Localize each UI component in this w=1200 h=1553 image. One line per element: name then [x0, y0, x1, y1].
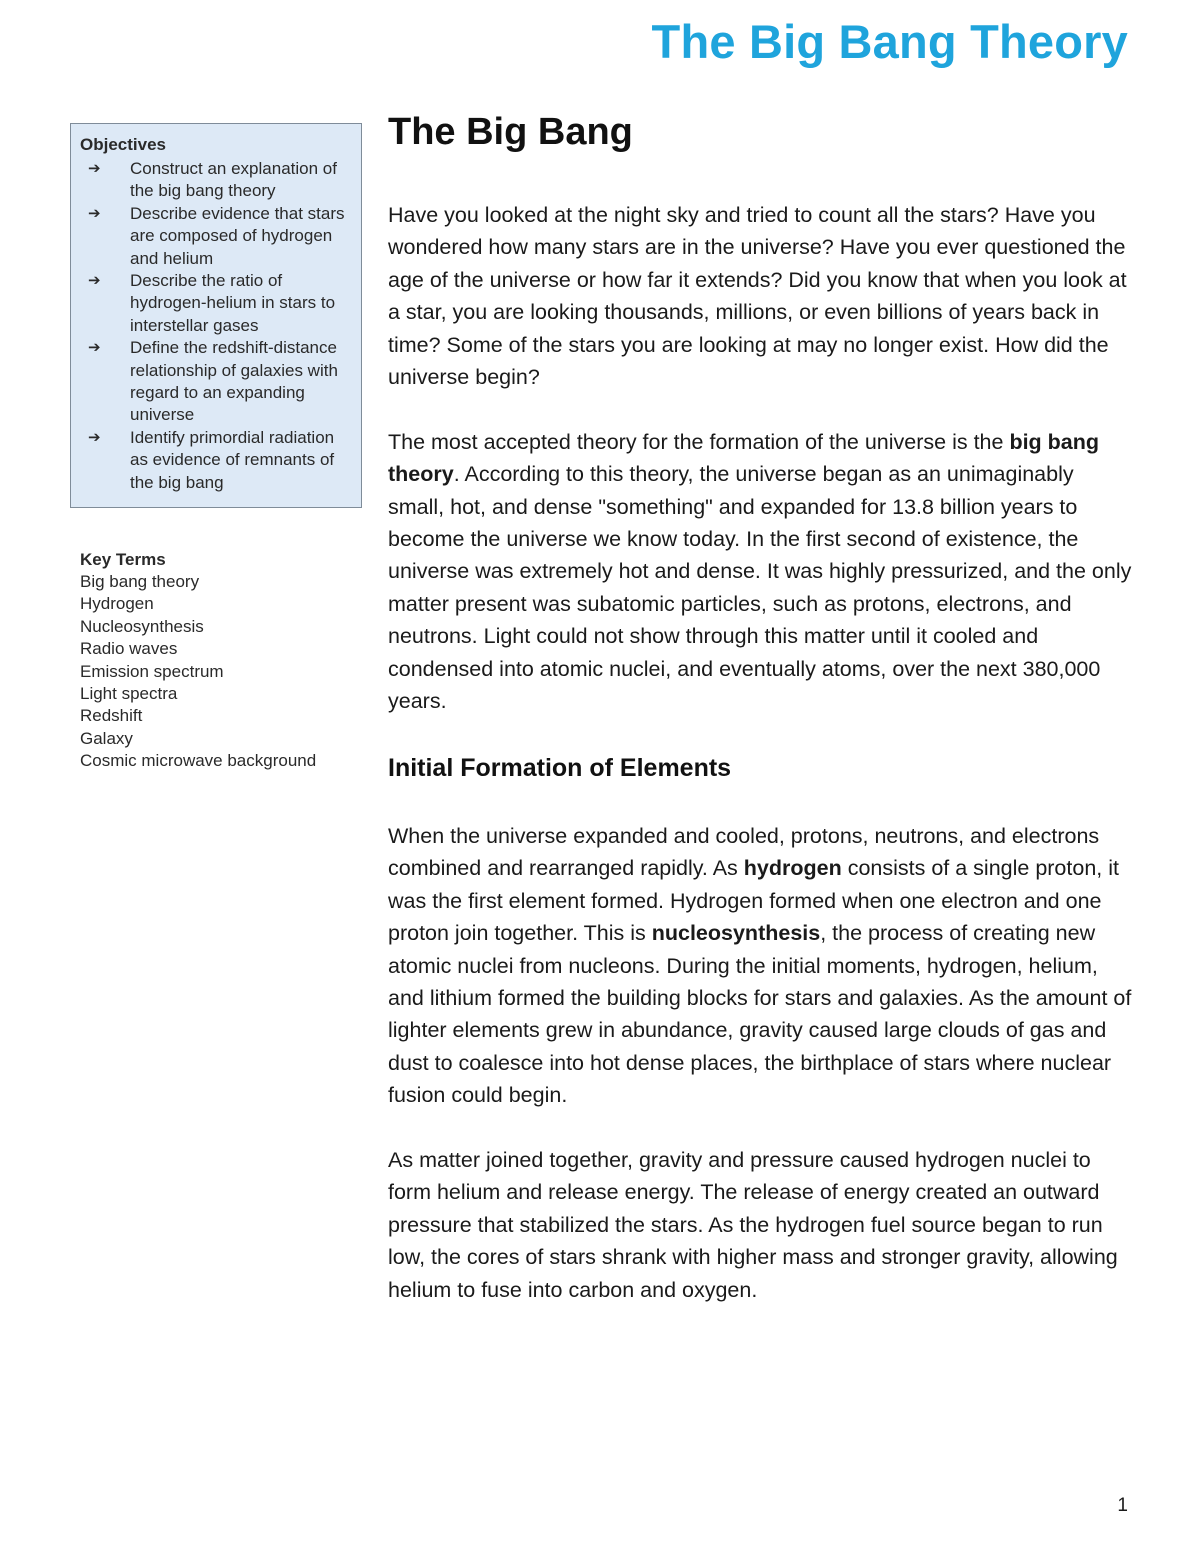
- bold-term-hydrogen: hydrogen: [743, 856, 842, 881]
- key-term-item: Hydrogen: [80, 594, 154, 614]
- key-term-item: Emission spectrum: [80, 661, 224, 681]
- section-heading: The Big Bang: [388, 111, 633, 153]
- subsection-heading: Initial Formation of Elements: [388, 753, 732, 782]
- key-terms-section: [70, 549, 362, 773]
- key-term-item: Nucleosynthesis: [80, 616, 204, 636]
- key-term-item: Light spectra: [80, 684, 178, 704]
- theory-paragraph: [388, 426, 1133, 718]
- key-terms-list: [80, 571, 362, 773]
- page-number: 1: [1117, 1495, 1128, 1516]
- intro-paragraph: Have you looked at the night sky and tried to count all the stars? Have you wondered how many stars are in the universe? Have you ever questioned the age of the universe or how far it extends? Did you know that when you look at a star, you are looking thousands, millions, or even billions of years back in time? Some of the stars you are looking at may no longer exist. How did the universe begin?: [388, 203, 1127, 390]
- objectives-list: [80, 158, 351, 494]
- objective-item: [80, 203, 351, 270]
- paragraph-text: . According to this theory, the universe began as an unimaginably small, hot, and dense "something" and expanded for 13.8 billion years to become the universe we know today. In the first second of existence, the universe was extremely hot and dense. It was highly pressurized, and the only matter present was subatomic particles, such as protons, electrons, and neutrons. Light could not show through this matter until it cooled and condensed into atomic nuclei, and eventually atoms, over the next 380,000 years.: [388, 462, 1132, 714]
- fusion-paragraph: As matter joined together, gravity and pressure caused hydrogen nuclei to form helium and release energy. The release of energy created an outward pressure that stabilized the stars. As the hydrogen fuel source began to run low, the cores of stars shrank with higher mass and stronger gravity, allowing helium to fuse into carbon and oxygen.: [388, 1147, 1118, 1302]
- key-term-item: Galaxy: [80, 728, 133, 748]
- key-term-item: Big bang theory: [80, 572, 200, 591]
- arrow-right-icon: ➔: [88, 272, 101, 290]
- objective-text: Describe evidence that stars are composed of hydrogen and helium: [130, 203, 345, 268]
- objective-text: Identify primordial radiation as evidence of remnants of the big bang: [130, 427, 335, 492]
- arrow-right-icon: ➔: [88, 204, 101, 222]
- key-term-item: Radio waves: [80, 639, 178, 659]
- paragraph-text: consists of a single proton, it was the first element formed. Hydrogen formed when one electron and one proton join together. This is: [388, 856, 1119, 946]
- document-title: The Big Bang Theory: [651, 15, 1128, 68]
- objectives-box: [70, 123, 362, 508]
- objective-text: Construct an explanation of the big bang theory: [130, 159, 337, 201]
- main-content: [388, 108, 1133, 1338]
- key-term-item: Cosmic microwave background: [80, 751, 317, 771]
- objective-text: Describe the ratio of hydrogen-helium in stars to interstellar gases: [130, 271, 336, 335]
- objective-text: Define the redshift-distance relationship of galaxies with regard to an expanding universe: [130, 338, 338, 425]
- objective-item: [80, 270, 351, 337]
- sidebar: [70, 123, 362, 773]
- arrow-right-icon: ➔: [88, 339, 101, 357]
- bold-term-big-bang-theory: big bang theory: [388, 429, 1100, 487]
- paragraph-text: When the universe expanded and cooled, protons, neutrons, and electrons combined and rearranged rapidly. As: [388, 823, 1100, 881]
- objective-item: [80, 158, 351, 203]
- arrow-right-icon: ➔: [88, 428, 101, 446]
- arrow-right-icon: ➔: [88, 160, 101, 177]
- paragraph-text: , the process of creating new atomic nuclei from nucleons. During the initial moments, hydrogen, helium, and lithium formed the building blocks for stars and galaxies. As the amount of lighter elements grew in abundance, gravity caused large clouds of gas and dust to coalesce into hot dense places, the birthplace of stars where nuclear fusion could begin.: [388, 921, 1132, 1108]
- objective-item: [80, 337, 351, 427]
- key-term-item: Redshift: [80, 706, 143, 726]
- objective-item: [80, 427, 351, 494]
- objectives-heading: Objectives: [80, 135, 166, 154]
- elements-paragraph: [388, 820, 1133, 1112]
- bold-term-nucleosynthesis: nucleosynthesis: [651, 921, 821, 946]
- key-terms-heading: Key Terms: [80, 550, 166, 569]
- paragraph-text: The most accepted theory for the formation of the universe is the: [388, 429, 1010, 454]
